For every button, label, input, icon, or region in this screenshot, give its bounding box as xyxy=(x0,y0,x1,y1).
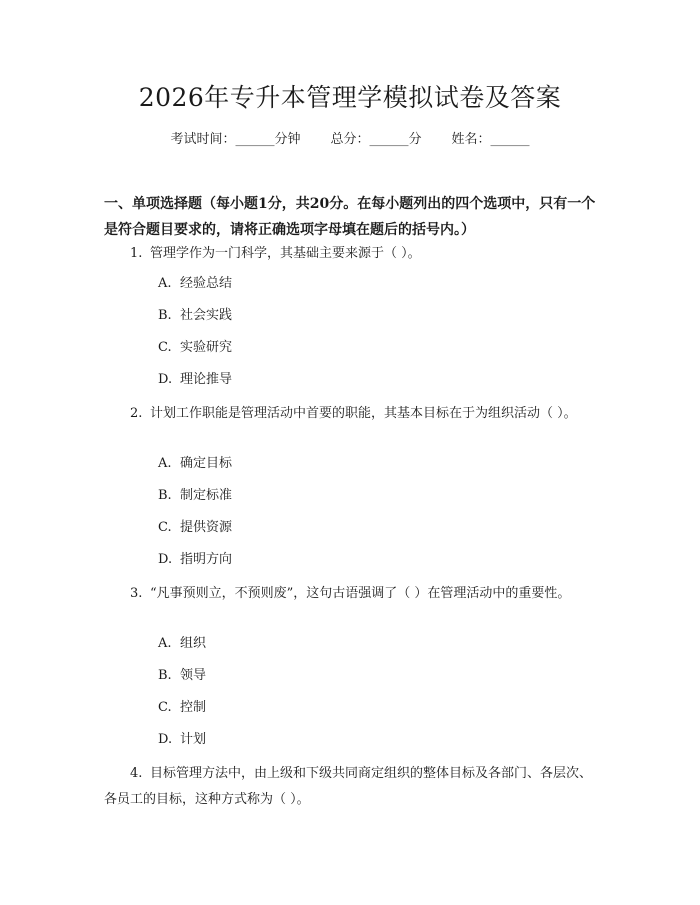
option-letter: A. xyxy=(158,276,172,291)
option-text: 社会实践 xyxy=(180,308,233,323)
option-letter: B. xyxy=(158,308,172,323)
question-text: 计划工作职能是管理活动中首要的职能，其基本目标在于为组织活动（ ）。 xyxy=(150,406,577,421)
question-text: “凡事预则立，不预则废”，这句古语强调了（ ）在管理活动中的重要性。 xyxy=(150,586,571,601)
question-text: 管理学作为一门科学，其基础主要来源于（ ）。 xyxy=(150,246,421,261)
option-1b xyxy=(158,306,232,326)
section-heading: 一、单项选择题（每小题1分，共20分。在每小题列出的四个选项中，只有一个是符合题目要求的，请将正确选项字母填在题后的括号内。） xyxy=(104,196,596,238)
option-letter: B. xyxy=(158,488,172,503)
option-text: 领导 xyxy=(180,668,207,683)
option-1c xyxy=(158,338,232,358)
student-name-field: 姓名：______ xyxy=(451,132,530,147)
question-number: 3. xyxy=(130,586,143,601)
exam-time-field: 考试时间：______分钟 xyxy=(170,132,301,147)
option-1a xyxy=(158,274,232,294)
option-letter: C. xyxy=(158,700,172,715)
option-text: 经验总结 xyxy=(180,276,233,291)
option-letter: D. xyxy=(158,552,173,567)
option-2b xyxy=(158,486,232,506)
option-letter: B. xyxy=(158,668,172,683)
option-text: 理论推导 xyxy=(180,372,233,387)
option-text: 实验研究 xyxy=(180,340,233,355)
option-3b xyxy=(158,666,206,686)
question-4 xyxy=(104,761,604,813)
option-text: 确定目标 xyxy=(180,456,233,471)
question-number: 1. xyxy=(130,246,143,261)
option-text: 指明方向 xyxy=(180,552,233,567)
option-letter: A. xyxy=(158,456,172,471)
option-letter: D. xyxy=(158,732,173,747)
question-3 xyxy=(104,581,604,607)
option-letter: C. xyxy=(158,520,172,535)
option-text: 计划 xyxy=(180,732,207,747)
option-letter: D. xyxy=(158,372,173,387)
exam-meta xyxy=(0,128,700,152)
option-3c xyxy=(158,698,206,718)
option-text: 组织 xyxy=(180,636,207,651)
option-2d xyxy=(158,550,232,570)
total-score-field: 总分：______分 xyxy=(330,132,422,147)
question-2 xyxy=(104,401,604,427)
option-text: 制定标准 xyxy=(180,488,233,503)
question-number: 2. xyxy=(130,406,143,421)
option-2a xyxy=(158,454,232,474)
question-text: 目标管理方法中，由上级和下级共同商定组织的整体目标及各部门、各层次、各员工的目标，这种方式称为（ ）。 xyxy=(104,766,593,807)
option-3d xyxy=(158,730,206,750)
page-title: 2026年专升本管理学模拟试卷及答案 xyxy=(138,83,562,112)
option-letter: C. xyxy=(158,340,172,355)
option-letter: A. xyxy=(158,636,172,651)
option-2c xyxy=(158,518,232,538)
question-number: 4. xyxy=(130,766,143,781)
option-3a xyxy=(158,634,206,654)
option-1d xyxy=(158,370,232,390)
option-text: 提供资源 xyxy=(180,520,233,535)
option-text: 控制 xyxy=(180,700,207,715)
question-1 xyxy=(104,241,604,267)
